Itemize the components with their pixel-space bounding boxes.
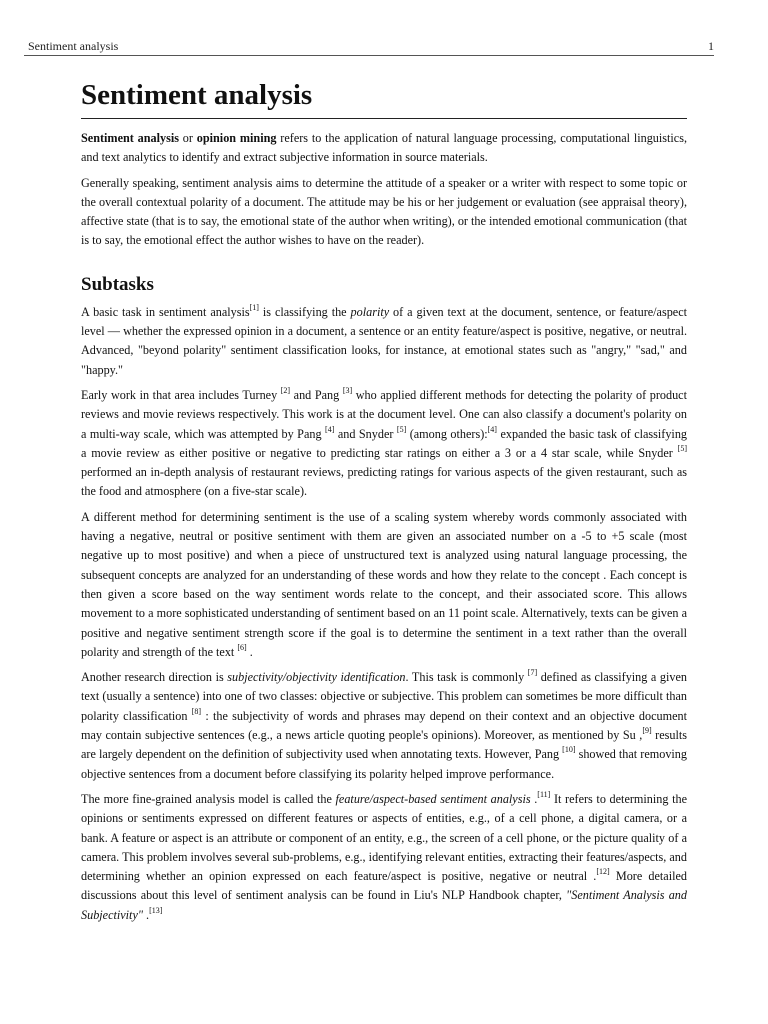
citation-link[interactable]: [5] bbox=[677, 443, 687, 453]
citation-link[interactable]: [4] bbox=[325, 424, 335, 434]
article-body bbox=[81, 76, 687, 931]
text-span: refers to the application of natural language processing, computational linguistics, and text analytics to identify and extract subjective information in source materials. bbox=[81, 131, 687, 165]
citation-link[interactable]: [6] bbox=[237, 642, 247, 652]
running-header-title: Sentiment analysis bbox=[28, 39, 119, 53]
citation-link[interactable]: [11] bbox=[537, 789, 551, 799]
text-span: Another research direction is bbox=[81, 670, 228, 685]
intro-paragraph-2: Generally speaking, sentiment analysis aims to determine the attitude of a speaker or a writer with respect to some topic or the overall contextual polarity of a document. The attitude may be his or her judgement or evaluation (see appraisal theory), affective state (that is to say, the emotional state of the author when writing), or the intended emotional communication (that is to say, the emotional effect the author wishes to have on the reader). bbox=[81, 175, 687, 248]
text-span: . bbox=[246, 644, 253, 659]
text-span: . bbox=[530, 791, 538, 806]
citation-link[interactable]: [13] bbox=[149, 905, 163, 915]
citation-link[interactable]: [9] bbox=[642, 725, 652, 735]
subtasks-paragraph-3 bbox=[81, 508, 687, 662]
text-span: More detailed discussions about this level of sentiment analysis can be found in Liu's NLP Handbook chapter, bbox=[81, 869, 687, 903]
text-span: expanded the basic task of classifying a movie review as either positive or negative to predicting star ratings on either a 3 or a 4 star scale, while Snyder bbox=[81, 426, 688, 460]
section-heading-subtasks: Subtasks bbox=[81, 273, 154, 295]
intro-paragraph-1 bbox=[81, 129, 687, 168]
text-span: defined as classifying a given text (usually a sentence) into one of two classes: objective or subjective. This problem can sometimes be more difficult than polarity classification bbox=[81, 670, 687, 723]
running-header bbox=[24, 38, 714, 56]
citation-link[interactable]: [8] bbox=[191, 706, 202, 716]
text-span: is classifying the bbox=[258, 304, 351, 319]
text-span: A basic task in sentiment analysis bbox=[81, 304, 250, 319]
text-span: performed an in-depth analysis of restaurant reviews, predicting ratings for various aspects of the given restaurant, such as the food and atmosphere (on a five-star scale). bbox=[81, 465, 687, 499]
citation-link[interactable]: [5] bbox=[396, 424, 407, 434]
term-sentiment-analysis: Sentiment analysis bbox=[81, 131, 179, 145]
subtasks-paragraph-4 bbox=[81, 668, 687, 784]
text-span: who applied different methods for detecting the polarity of product reviews and movie reviews respectively. This work is at the document level. One can also classify a document's polarity on a multi-way scale, which was attempted by Pang bbox=[81, 387, 687, 441]
text-span: . bbox=[142, 907, 150, 922]
citation-link[interactable]: [3] bbox=[342, 385, 353, 395]
text-span: and Pang bbox=[290, 387, 343, 402]
text-span: . This task is commonly bbox=[405, 670, 528, 685]
page-number: 1 bbox=[708, 39, 714, 53]
citation-link[interactable]: [10] bbox=[562, 745, 576, 755]
subtasks-paragraph-5 bbox=[81, 790, 687, 925]
emphasis-aspect-based: feature/aspect-based sentiment analysis bbox=[335, 791, 531, 806]
citation-link[interactable]: [7] bbox=[527, 668, 538, 678]
citation-link[interactable]: [12] bbox=[596, 867, 610, 877]
text-span: It refers to determining the opinions or sentiments expressed on different features or aspects of entities, e.g., of a cell phone, a digital camera, or a bank. A feature or aspect is an attribute or component of an entity, e.g., the screen of a cell phone, or the picture quality of a camera. This problem involves several sub-problems, e.g., identifying relevant entities, extracting their features/aspects, and determining whether an opinion expressed on each feature/aspect is positive, negative or neutral . bbox=[81, 791, 687, 884]
subtasks-paragraph-2 bbox=[81, 386, 687, 502]
term-opinion-mining: opinion mining bbox=[196, 131, 277, 145]
emphasis-polarity: polarity bbox=[350, 304, 390, 319]
text-span: (among others): bbox=[406, 426, 488, 441]
citation-link[interactable]: [4] bbox=[487, 424, 497, 434]
text-span: results are largely dependent on the definition of subjectivity used when annotating texts. However, Pang bbox=[81, 728, 688, 762]
subtasks-paragraph-1 bbox=[81, 303, 687, 380]
citation-link[interactable]: [2] bbox=[280, 385, 291, 395]
text-span: of a given text at the document, sentence, or feature/aspect level — whether the expressed opinion in a document, a sentence or an entity feature/aspect is positive, negative, or neutral. Advanced, "beyond polarity" sentiment classification looks, for instance, at emotional states such as "angry," "sad," and "happy." bbox=[81, 304, 688, 377]
emphasis-subjectivity: subjectivity/objectivity identification bbox=[227, 670, 406, 685]
text-span: Early work in that area includes Turney bbox=[81, 387, 281, 402]
text-span: : the subjectivity of words and phrases may depend on their context and an objective document may contain subjective sentences (e.g., a news article quoting people's opinions). Moreover, as mentioned by Su , bbox=[81, 708, 687, 743]
emphasis-chapter-title: "Sentiment Analysis and Subjectivity" bbox=[81, 888, 687, 922]
text-span: A different method for determining sentiment is the use of a scaling system whereby words commonly associated with having a negative, neutral or positive sentiment with them are given an associated number on a -5 to +5 scale (most negative up to most positive) and when a piece of unstructured text is analyzed using natural language processing, the subsequent concepts are analyzed for an understanding of these words and how they relate to the concept . Each concept is then given a score based on the way sentiment words relate to the concept, and their associated score. This allows movement to a more sophisticated understanding of sentiment based on an 11 point scale. Alternatively, texts can be given a positive and negative sentiment strength score if the goal is to determine the sentiment in a text rather than the overall polarity and strength of the text bbox=[81, 509, 687, 659]
text-span: or bbox=[178, 131, 197, 145]
text-span: showed that removing objective sentences from a document before classifying its polarity helped improve performance. bbox=[81, 747, 687, 781]
citation-link[interactable]: [1] bbox=[249, 302, 259, 312]
text-span: and Snyder bbox=[334, 426, 397, 441]
article-title: Sentiment analysis bbox=[81, 76, 687, 119]
text-span: The more fine-grained analysis model is called the bbox=[81, 791, 336, 806]
